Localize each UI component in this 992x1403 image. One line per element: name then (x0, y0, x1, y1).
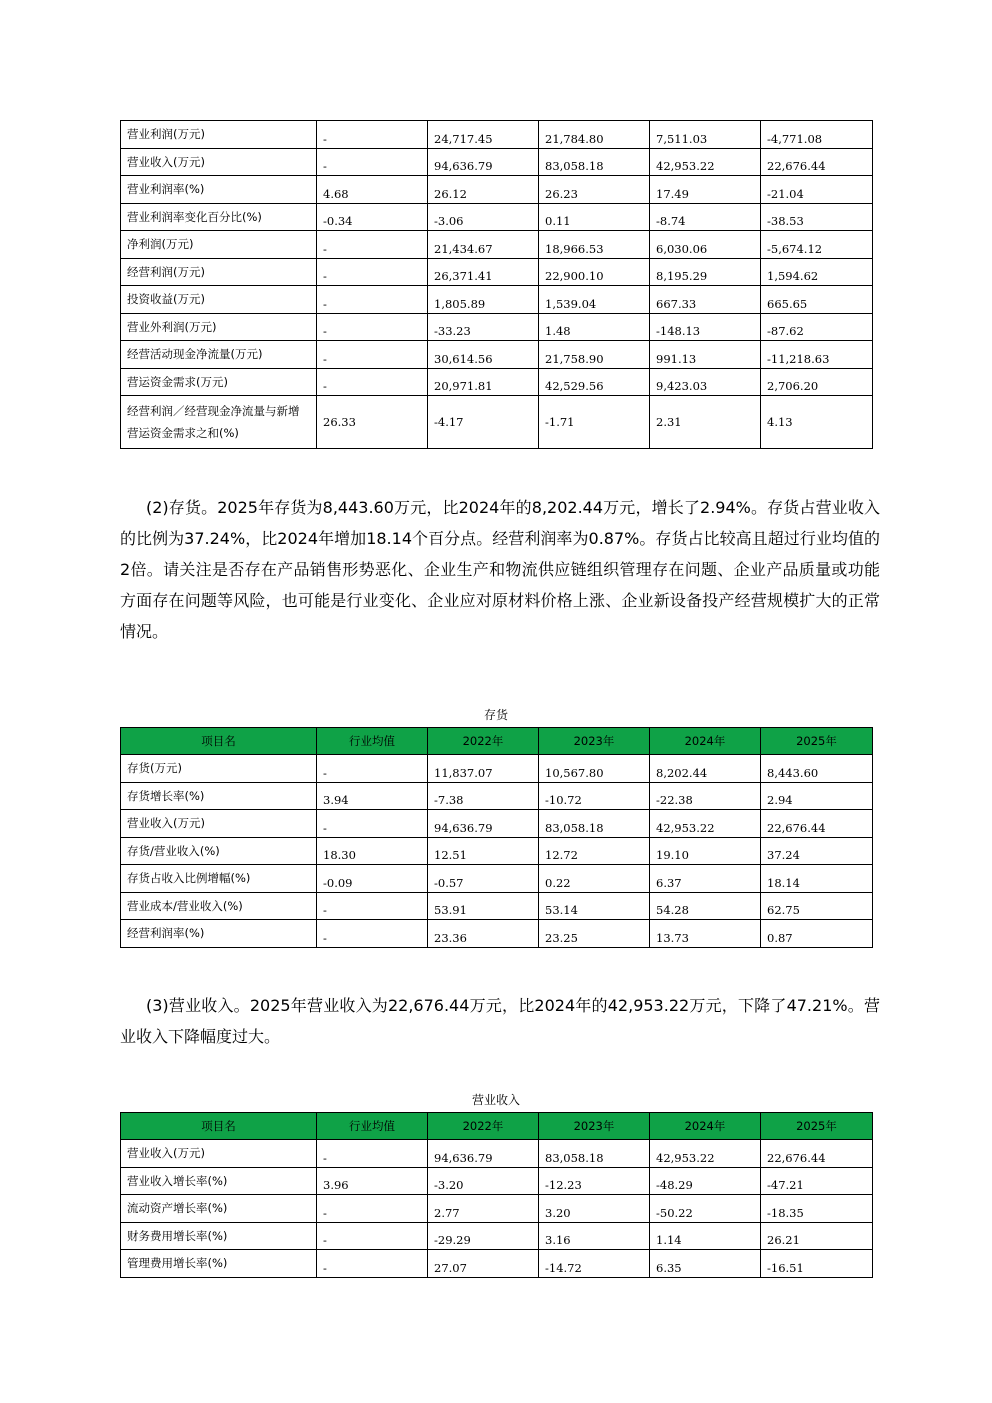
table-cell: 12.72 (539, 837, 650, 865)
table-cell: -33.23 (428, 313, 539, 341)
table-cell: 1,805.89 (428, 286, 539, 314)
row-label: 营业利润(万元) (121, 121, 317, 149)
table-cell: 54.28 (650, 892, 761, 920)
table-cell: -50.22 (650, 1195, 761, 1223)
table-cell: -16.51 (761, 1250, 873, 1278)
table-row (121, 258, 873, 286)
table-row (121, 203, 873, 231)
table-cell: 23.25 (539, 920, 650, 948)
table-cell: 26.23 (539, 176, 650, 204)
table-cell: 94,636.79 (428, 148, 539, 176)
table-cell: 20,971.81 (428, 368, 539, 396)
table-cell: -21.04 (761, 176, 873, 204)
table-row (121, 1195, 873, 1223)
row-label: 财务费用增长率(%) (121, 1222, 317, 1250)
table-row (121, 920, 873, 948)
table-row (121, 1250, 873, 1278)
table-row (121, 121, 873, 149)
table-cell: -0.09 (317, 865, 428, 893)
table-cell: 8,202.44 (650, 755, 761, 783)
table-cell: 83,058.18 (539, 148, 650, 176)
row-label: 营业收入(万元) (121, 148, 317, 176)
table-cell: 18.14 (761, 865, 873, 893)
row-label: 经营利润／经营现金净流量与新增营运资金需求之和(%) (121, 396, 317, 449)
table-cell: 42,529.56 (539, 368, 650, 396)
table-cell: -11,218.63 (761, 341, 873, 369)
table-cell: 23.36 (428, 920, 539, 948)
table-cell: 12.51 (428, 837, 539, 865)
row-label: 净利润(万元) (121, 231, 317, 259)
table-cell: -3.20 (428, 1167, 539, 1195)
table-cell: 8,443.60 (761, 755, 873, 783)
table-row (121, 286, 873, 314)
table-cell: 6.37 (650, 865, 761, 893)
table-row (121, 341, 873, 369)
table-cell: - (317, 1250, 428, 1278)
table-cell: - (317, 258, 428, 286)
table-cell: 0.87 (761, 920, 873, 948)
table-cell: 3.96 (317, 1167, 428, 1195)
table-cell: 10,567.80 (539, 755, 650, 783)
table-cell: - (317, 892, 428, 920)
table-cell: 22,676.44 (761, 810, 873, 838)
row-label: 营业利润率变化百分比(%) (121, 203, 317, 231)
table-row (121, 1167, 873, 1195)
table-cell: 37.24 (761, 837, 873, 865)
column-header: 2025年 (761, 1113, 873, 1140)
row-label: 营运资金需求(万元) (121, 368, 317, 396)
table-cell: 18,966.53 (539, 231, 650, 259)
column-header: 2023年 (539, 728, 650, 755)
table-cell: 2,706.20 (761, 368, 873, 396)
table-cell: -0.34 (317, 203, 428, 231)
table-cell: 7,511.03 (650, 121, 761, 149)
table-row (121, 837, 873, 865)
row-label: 经营活动现金净流量(万元) (121, 341, 317, 369)
table-cell: 1.14 (650, 1222, 761, 1250)
table-cell: 21,758.90 (539, 341, 650, 369)
table-cell: - (317, 341, 428, 369)
profit-table (120, 120, 873, 449)
table-cell: 94,636.79 (428, 810, 539, 838)
table-cell: 2.31 (650, 396, 761, 449)
table-cell: -14.72 (539, 1250, 650, 1278)
table-cell: - (317, 368, 428, 396)
table-row (121, 231, 873, 259)
table-cell: 22,676.44 (761, 148, 873, 176)
table-row (121, 810, 873, 838)
table-cell: - (317, 231, 428, 259)
table-cell: 8,195.29 (650, 258, 761, 286)
row-label: 投资收益(万元) (121, 286, 317, 314)
table-cell: 53.14 (539, 892, 650, 920)
row-label: 营业收入(万元) (121, 1140, 317, 1168)
table-cell: -5,674.12 (761, 231, 873, 259)
inventory-table-caption: 存货 (483, 708, 508, 722)
table-cell: -4.17 (428, 396, 539, 449)
table-row (121, 1222, 873, 1250)
table-cell: -38.53 (761, 203, 873, 231)
column-header: 2022年 (428, 728, 539, 755)
row-label: 存货(万元) (121, 755, 317, 783)
table-cell: 0.11 (539, 203, 650, 231)
inventory-paragraph-text: (2)存货。2025年存货为8,443.60万元，比2024年的8,202.44万元，增长了2.94%。存货占营业收入的比例为37.24%，比2024年增加18.14个百分点。经营利润率为0.87%。存货占比较高且超过行业均值的2倍。请关注是否存在产品销售形势恶化、企业生产和物流供应链组织管理存在问题、企业产品质量或功能方面存在问题等风险，也可能是行业变化、企业应对原材料价格上涨、企业新设备投产经营规模扩大的正常情况。 (120, 498, 880, 641)
table-cell: - (317, 920, 428, 948)
row-label: 存货占收入比例增幅(%) (121, 865, 317, 893)
table-cell: - (317, 810, 428, 838)
table-cell: 26.12 (428, 176, 539, 204)
row-label: 营业收入增长率(%) (121, 1167, 317, 1195)
table-cell: 26,371.41 (428, 258, 539, 286)
row-label: 营业成本/营业收入(%) (121, 892, 317, 920)
table-cell: 30,614.56 (428, 341, 539, 369)
row-label: 经营利润(万元) (121, 258, 317, 286)
table-cell: 42,953.22 (650, 810, 761, 838)
table-cell: 26.21 (761, 1222, 873, 1250)
revenue-table (120, 1112, 873, 1278)
table-cell: -3.06 (428, 203, 539, 231)
table-cell: 22,900.10 (539, 258, 650, 286)
table-cell: 667.33 (650, 286, 761, 314)
table-cell: -7.38 (428, 782, 539, 810)
table-cell: - (317, 755, 428, 783)
table-cell: 3.20 (539, 1195, 650, 1223)
column-header: 2024年 (650, 728, 761, 755)
table-cell: 22,676.44 (761, 1140, 873, 1168)
table-row (121, 755, 873, 783)
table-cell: 42,953.22 (650, 148, 761, 176)
table-cell: 83,058.18 (539, 1140, 650, 1168)
inventory-table (120, 727, 873, 948)
table-cell: 62.75 (761, 892, 873, 920)
table-cell: 27.07 (428, 1250, 539, 1278)
table-row (121, 865, 873, 893)
table-cell: - (317, 121, 428, 149)
table-cell: 2.94 (761, 782, 873, 810)
column-header: 2024年 (650, 1113, 761, 1140)
row-label: 营业利润率(%) (121, 176, 317, 204)
table-cell: 17.49 (650, 176, 761, 204)
table-cell: 6,030.06 (650, 231, 761, 259)
table-cell: 19.10 (650, 837, 761, 865)
table-cell: - (317, 1222, 428, 1250)
table-cell: 0.22 (539, 865, 650, 893)
inventory-paragraph (120, 492, 880, 647)
column-header: 2022年 (428, 1113, 539, 1140)
table-row (121, 892, 873, 920)
column-header: 行业均值 (317, 1113, 428, 1140)
column-header: 2023年 (539, 1113, 650, 1140)
column-header: 2025年 (761, 728, 873, 755)
revenue-paragraph (120, 990, 880, 1052)
table-cell: 3.94 (317, 782, 428, 810)
table-cell: 94,636.79 (428, 1140, 539, 1168)
table-cell: -12.23 (539, 1167, 650, 1195)
table-cell: -1.71 (539, 396, 650, 449)
table-cell: -87.62 (761, 313, 873, 341)
table-cell: 991.13 (650, 341, 761, 369)
table-cell: 21,784.80 (539, 121, 650, 149)
column-header: 项目名 (121, 728, 317, 755)
row-label: 经营利润率(%) (121, 920, 317, 948)
table-cell: - (317, 313, 428, 341)
table-cell: 21,434.67 (428, 231, 539, 259)
row-label: 营业外利润(万元) (121, 313, 317, 341)
table-cell: -148.13 (650, 313, 761, 341)
table-cell: -0.57 (428, 865, 539, 893)
row-label: 管理费用增长率(%) (121, 1250, 317, 1278)
table-cell: 3.16 (539, 1222, 650, 1250)
table-cell: - (317, 1140, 428, 1168)
table-cell: 6.35 (650, 1250, 761, 1278)
table-cell: 13.73 (650, 920, 761, 948)
table-row (121, 782, 873, 810)
row-label: 存货增长率(%) (121, 782, 317, 810)
table-row (121, 1140, 873, 1168)
table-cell: -29.29 (428, 1222, 539, 1250)
table-cell: - (317, 1195, 428, 1223)
table-row (121, 148, 873, 176)
table-cell: - (317, 148, 428, 176)
table-row (121, 313, 873, 341)
column-header: 行业均值 (317, 728, 428, 755)
table-cell: 2.77 (428, 1195, 539, 1223)
table-cell: 42,953.22 (650, 1140, 761, 1168)
table-cell: 53.91 (428, 892, 539, 920)
table-cell: 83,058.18 (539, 810, 650, 838)
table-row (121, 176, 873, 204)
column-header: 项目名 (121, 1113, 317, 1140)
revenue-paragraph-text: (3)营业收入。2025年营业收入为22,676.44万元，比2024年的42,953.22万元，下降了47.21%。营业收入下降幅度过大。 (120, 996, 880, 1046)
table-cell: 26.33 (317, 396, 428, 449)
table-cell: 11,837.07 (428, 755, 539, 783)
row-label: 流动资产增长率(%) (121, 1195, 317, 1223)
table-cell: -48.29 (650, 1167, 761, 1195)
table-cell: 1,594.62 (761, 258, 873, 286)
table-cell: 24,717.45 (428, 121, 539, 149)
table-cell: 18.30 (317, 837, 428, 865)
table-cell: 4.13 (761, 396, 873, 449)
table-cell: 4.68 (317, 176, 428, 204)
table-cell: 665.65 (761, 286, 873, 314)
table-row (121, 396, 873, 449)
table-cell: -4,771.08 (761, 121, 873, 149)
table-cell: 1.48 (539, 313, 650, 341)
revenue-table-caption: 营业收入 (471, 1093, 520, 1107)
table-row (121, 368, 873, 396)
table-cell: -47.21 (761, 1167, 873, 1195)
table-cell: 1,539.04 (539, 286, 650, 314)
table-cell: - (317, 286, 428, 314)
table-cell: -8.74 (650, 203, 761, 231)
row-label: 营业收入(万元) (121, 810, 317, 838)
table-cell: 9,423.03 (650, 368, 761, 396)
table-cell: -18.35 (761, 1195, 873, 1223)
row-label: 存货/营业收入(%) (121, 837, 317, 865)
table-cell: -10.72 (539, 782, 650, 810)
table-cell: -22.38 (650, 782, 761, 810)
